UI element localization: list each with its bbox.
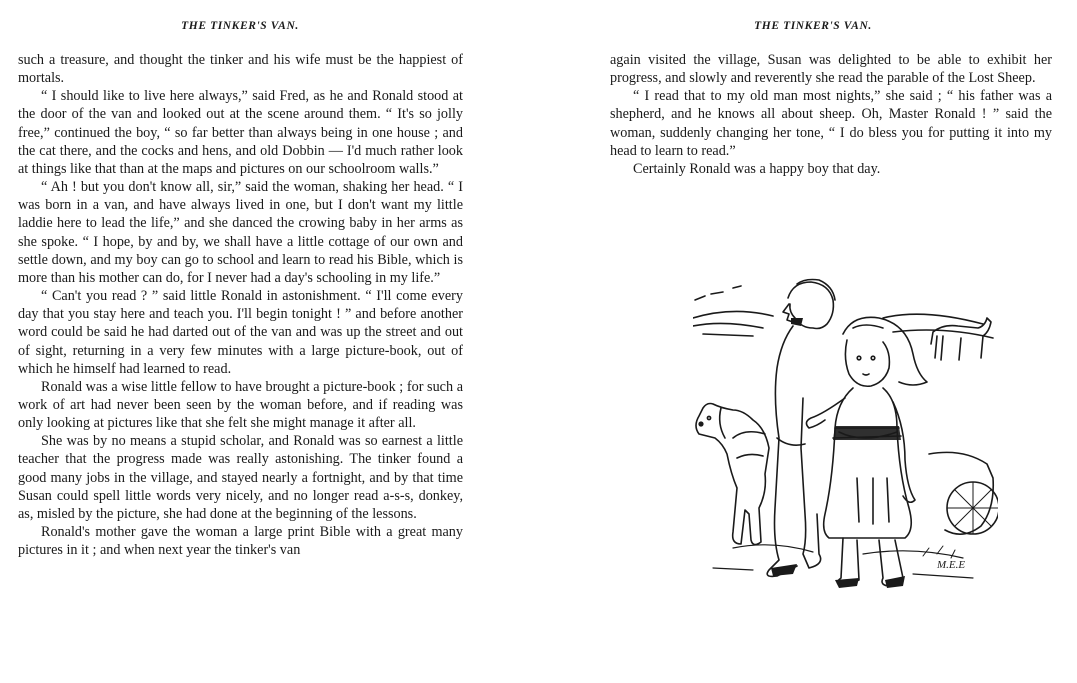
girl-face (845, 340, 889, 386)
girl-arm (806, 398, 845, 428)
running-head: THE TINKER'S VAN. (754, 20, 872, 32)
girl-shoe (885, 576, 905, 588)
illustration-children-with-dog (693, 278, 998, 598)
dog-nose (698, 421, 703, 426)
paragraph: Ronald was a wise little fellow to have brought a picture-book ; for such a work of art had never been seen by the woman before, and if reading was only looking at pictures like that she felt she might manage it after all. (18, 378, 463, 432)
paragraph: Certainly Ronald was a happy boy that day. (633, 160, 881, 177)
hills-strokes (693, 311, 773, 336)
dog (696, 404, 769, 545)
sash-fill (833, 426, 901, 440)
far-field-strokes (883, 314, 993, 338)
paragraph: such a treasure, and thought the tinker and his wife must be the happiest of mortals. (18, 52, 463, 87)
girl-dress (824, 388, 912, 538)
paragraph: “ I read that to my old man most nights,” she said ; “ his father was a shepherd, and he knows all about sheep. Oh, Master Ronald ! ” said the woman, suddenly changing her tone, “ I do bless you for putting it into my head to learn to read.” (610, 88, 1052, 159)
paragraph: “ Ah ! but you don't know all, sir,” said the woman, shaking her head. “ I was born in a van, and have always lived in one, but I don't want my little laddie here to lead the life,” and she danced the crowing baby in her arms as she spoke. “ I hope, by and by, we shall have a little cottage of our own and settle down, and my boy can go to school and learn to read his Bible, which is more than his mother can do, for I never had a day's schooling in my life.” (18, 179, 463, 286)
dog-fur (733, 432, 765, 458)
paragraph: She was by no means a stupid scholar, and Ronald was so earnest a little teacher that the progress made was really astonishing. The tinker found a good many jobs in the village, and stayed nearly a fortnight, and by that time Susan could spell little words very nicely, and no longer read a-s-s, donkey, as, misled by the picture, she had done at the beginning of the lessons. (18, 433, 463, 522)
girl-hat-crown (853, 325, 883, 328)
right-page (538, 0, 1077, 683)
running-head: THE TINKER'S VAN. (181, 20, 299, 32)
dog-eye (707, 416, 710, 419)
paragraph: “ I should like to live here always,” said Fred, as he and Ronald stood at the door of the van and looked out at the scene around them. “ It's so jolly free,” continued the boy, “ so far better than always being in one house ; and the cat there, and the cocks and hens, and old Dobbin — I'd much rather look at things like that than at the maps and pictures on our schoolroom walls.” (18, 88, 463, 177)
body-text (18, 51, 463, 559)
boy-shoe (771, 564, 797, 576)
dress-folds (857, 478, 889, 524)
illustration-drawing (693, 278, 998, 598)
barrow (929, 452, 993, 534)
boy-back (767, 326, 797, 576)
paragraph: Ronald's mother gave the woman a large print Bible with a great many pictures in it ; and when next year the tinker's van (18, 524, 463, 559)
girl-eye (857, 356, 861, 360)
left-page (0, 0, 538, 683)
boy-collar-shade (791, 318, 803, 326)
dog-ear (720, 408, 725, 438)
boy-leg (801, 398, 821, 568)
girl-eye (871, 356, 875, 360)
sky-strokes (695, 286, 741, 300)
body-text (610, 51, 1052, 178)
wheel-spokes (947, 482, 998, 534)
paragraph: again visited the village, Susan was delighted to be able to exhibit her progress, and slowly and reverently she read the parable of the Lost Sheep. (610, 52, 1052, 87)
illustrator-signature: M.E.E (937, 559, 966, 571)
girl-mouth (863, 374, 869, 375)
paragraph: “ Can't you read ? ” said little Ronald in astonishment. “ I'll come every day that you stay here and teach you. I'll begin tonight ! ” and before another word could be said he had darted out of the van and was up the street and out of sight, returning in a very few minutes with a large picture-book, out of which he himself had learned to read. (18, 288, 463, 377)
